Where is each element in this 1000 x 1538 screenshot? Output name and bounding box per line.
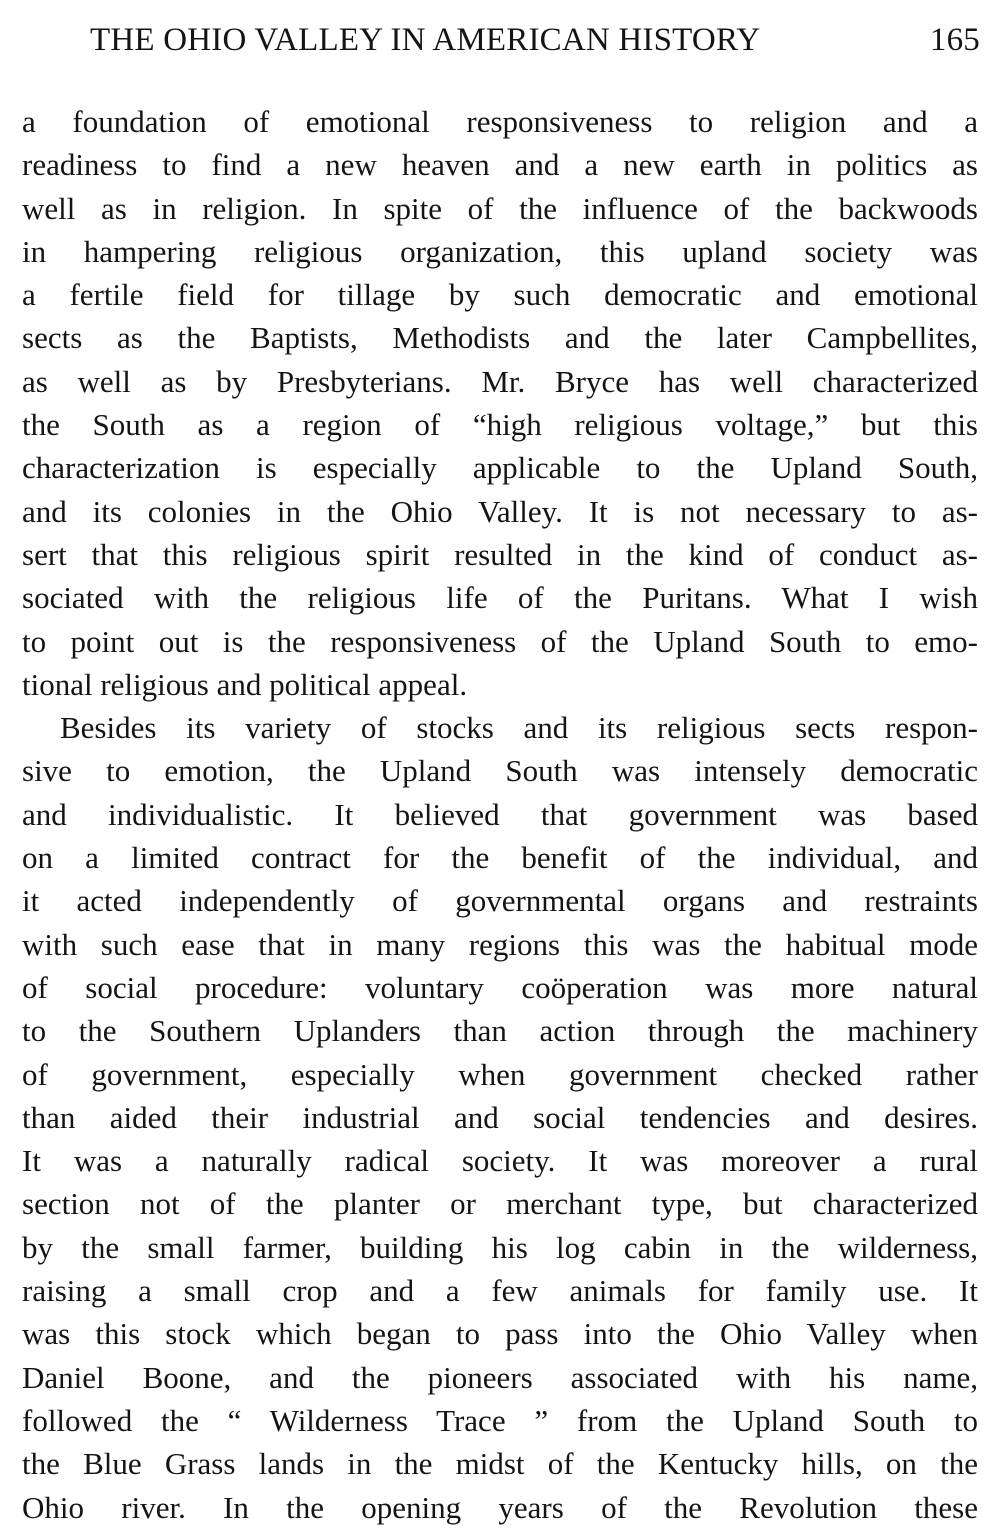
text-line: followed the “ Wilderness Trace ” from the Upland South to xyxy=(22,1402,978,1438)
text-line: section not of the planter or merchant type, but characterized xyxy=(22,1186,978,1222)
text-line: on a limited contract for the benefit of the individual, and xyxy=(22,840,978,876)
text-line: a foundation of emotional responsiveness to religion and a xyxy=(22,104,978,139)
running-head-title: THE OHIO VALLEY IN AMERICAN HISTORY xyxy=(90,22,761,58)
text-line: to point out is the responsiveness of the Upland South to emo- xyxy=(22,623,978,659)
text-line: than aided their industrial and social tendencies and desires. xyxy=(22,1099,978,1135)
page-number: 165 xyxy=(929,22,980,58)
text-line: raising a small crop and a few animals for family use. It xyxy=(22,1273,978,1309)
text-line: as well as by Presbyterians. Mr. Bryce has well characterized xyxy=(22,363,978,399)
text-line: sert that this religious spirit resulted in the kind of conduct as- xyxy=(22,536,978,572)
text-line: Ohio river. In the opening years of the Revolution these xyxy=(22,1489,978,1525)
text-line: was this stock which began to pass into the Ohio Valley when xyxy=(22,1316,978,1352)
text-line: Besides its variety of stocks and its religious sects respon- xyxy=(60,710,978,746)
text-line: the South as a region of “high religious voltage,” but this xyxy=(22,407,978,443)
text-line: well as in religion. In spite of the influence of the backwoods xyxy=(22,190,978,226)
text-line: a fertile field for tillage by such democratic and emotional xyxy=(22,277,978,313)
text-line: in hampering religious organization, this upland society was xyxy=(22,233,978,269)
body-text xyxy=(22,100,978,1529)
text-line: with such ease that in many regions this was the habitual mode xyxy=(22,926,978,962)
text-line: and individualistic. It believed that government was based xyxy=(22,796,978,832)
paragraph xyxy=(22,706,978,1529)
text-line: by the small farmer, building his log cabin in the wilderness, xyxy=(22,1229,978,1265)
text-line: it acted independently of governmental organs and restraints xyxy=(22,883,978,919)
text-line: to the Southern Uplanders than action through the machinery xyxy=(22,1013,978,1049)
text-line: Daniel Boone, and the pioneers associated with his name, xyxy=(22,1359,978,1395)
text-line: characterization is especially applicable to the Upland South, xyxy=(22,450,978,486)
text-line: of government, especially when government checked rather xyxy=(22,1056,978,1092)
text-line: sociated with the religious life of the Puritans. What I wish xyxy=(22,580,978,616)
text-line: of social procedure: voluntary coöperation was more natural xyxy=(22,969,978,1005)
text-line: sects as the Baptists, Methodists and the later Campbellites, xyxy=(22,320,978,356)
text-line: readiness to find a new heaven and a new earth in politics as xyxy=(22,147,978,183)
text-line: sive to emotion, the Upland South was intensely democratic xyxy=(22,753,978,789)
text-line: and its colonies in the Ohio Valley. It is not necessary to as- xyxy=(22,493,978,529)
text-line: the Blue Grass lands in the midst of the Kentucky hills, on the xyxy=(22,1446,978,1482)
text-line: It was a naturally radical society. It was moreover a rural xyxy=(22,1143,978,1179)
text-line: tional religious and political appeal. xyxy=(22,666,468,702)
running-head xyxy=(90,22,980,66)
paragraph xyxy=(22,100,978,706)
